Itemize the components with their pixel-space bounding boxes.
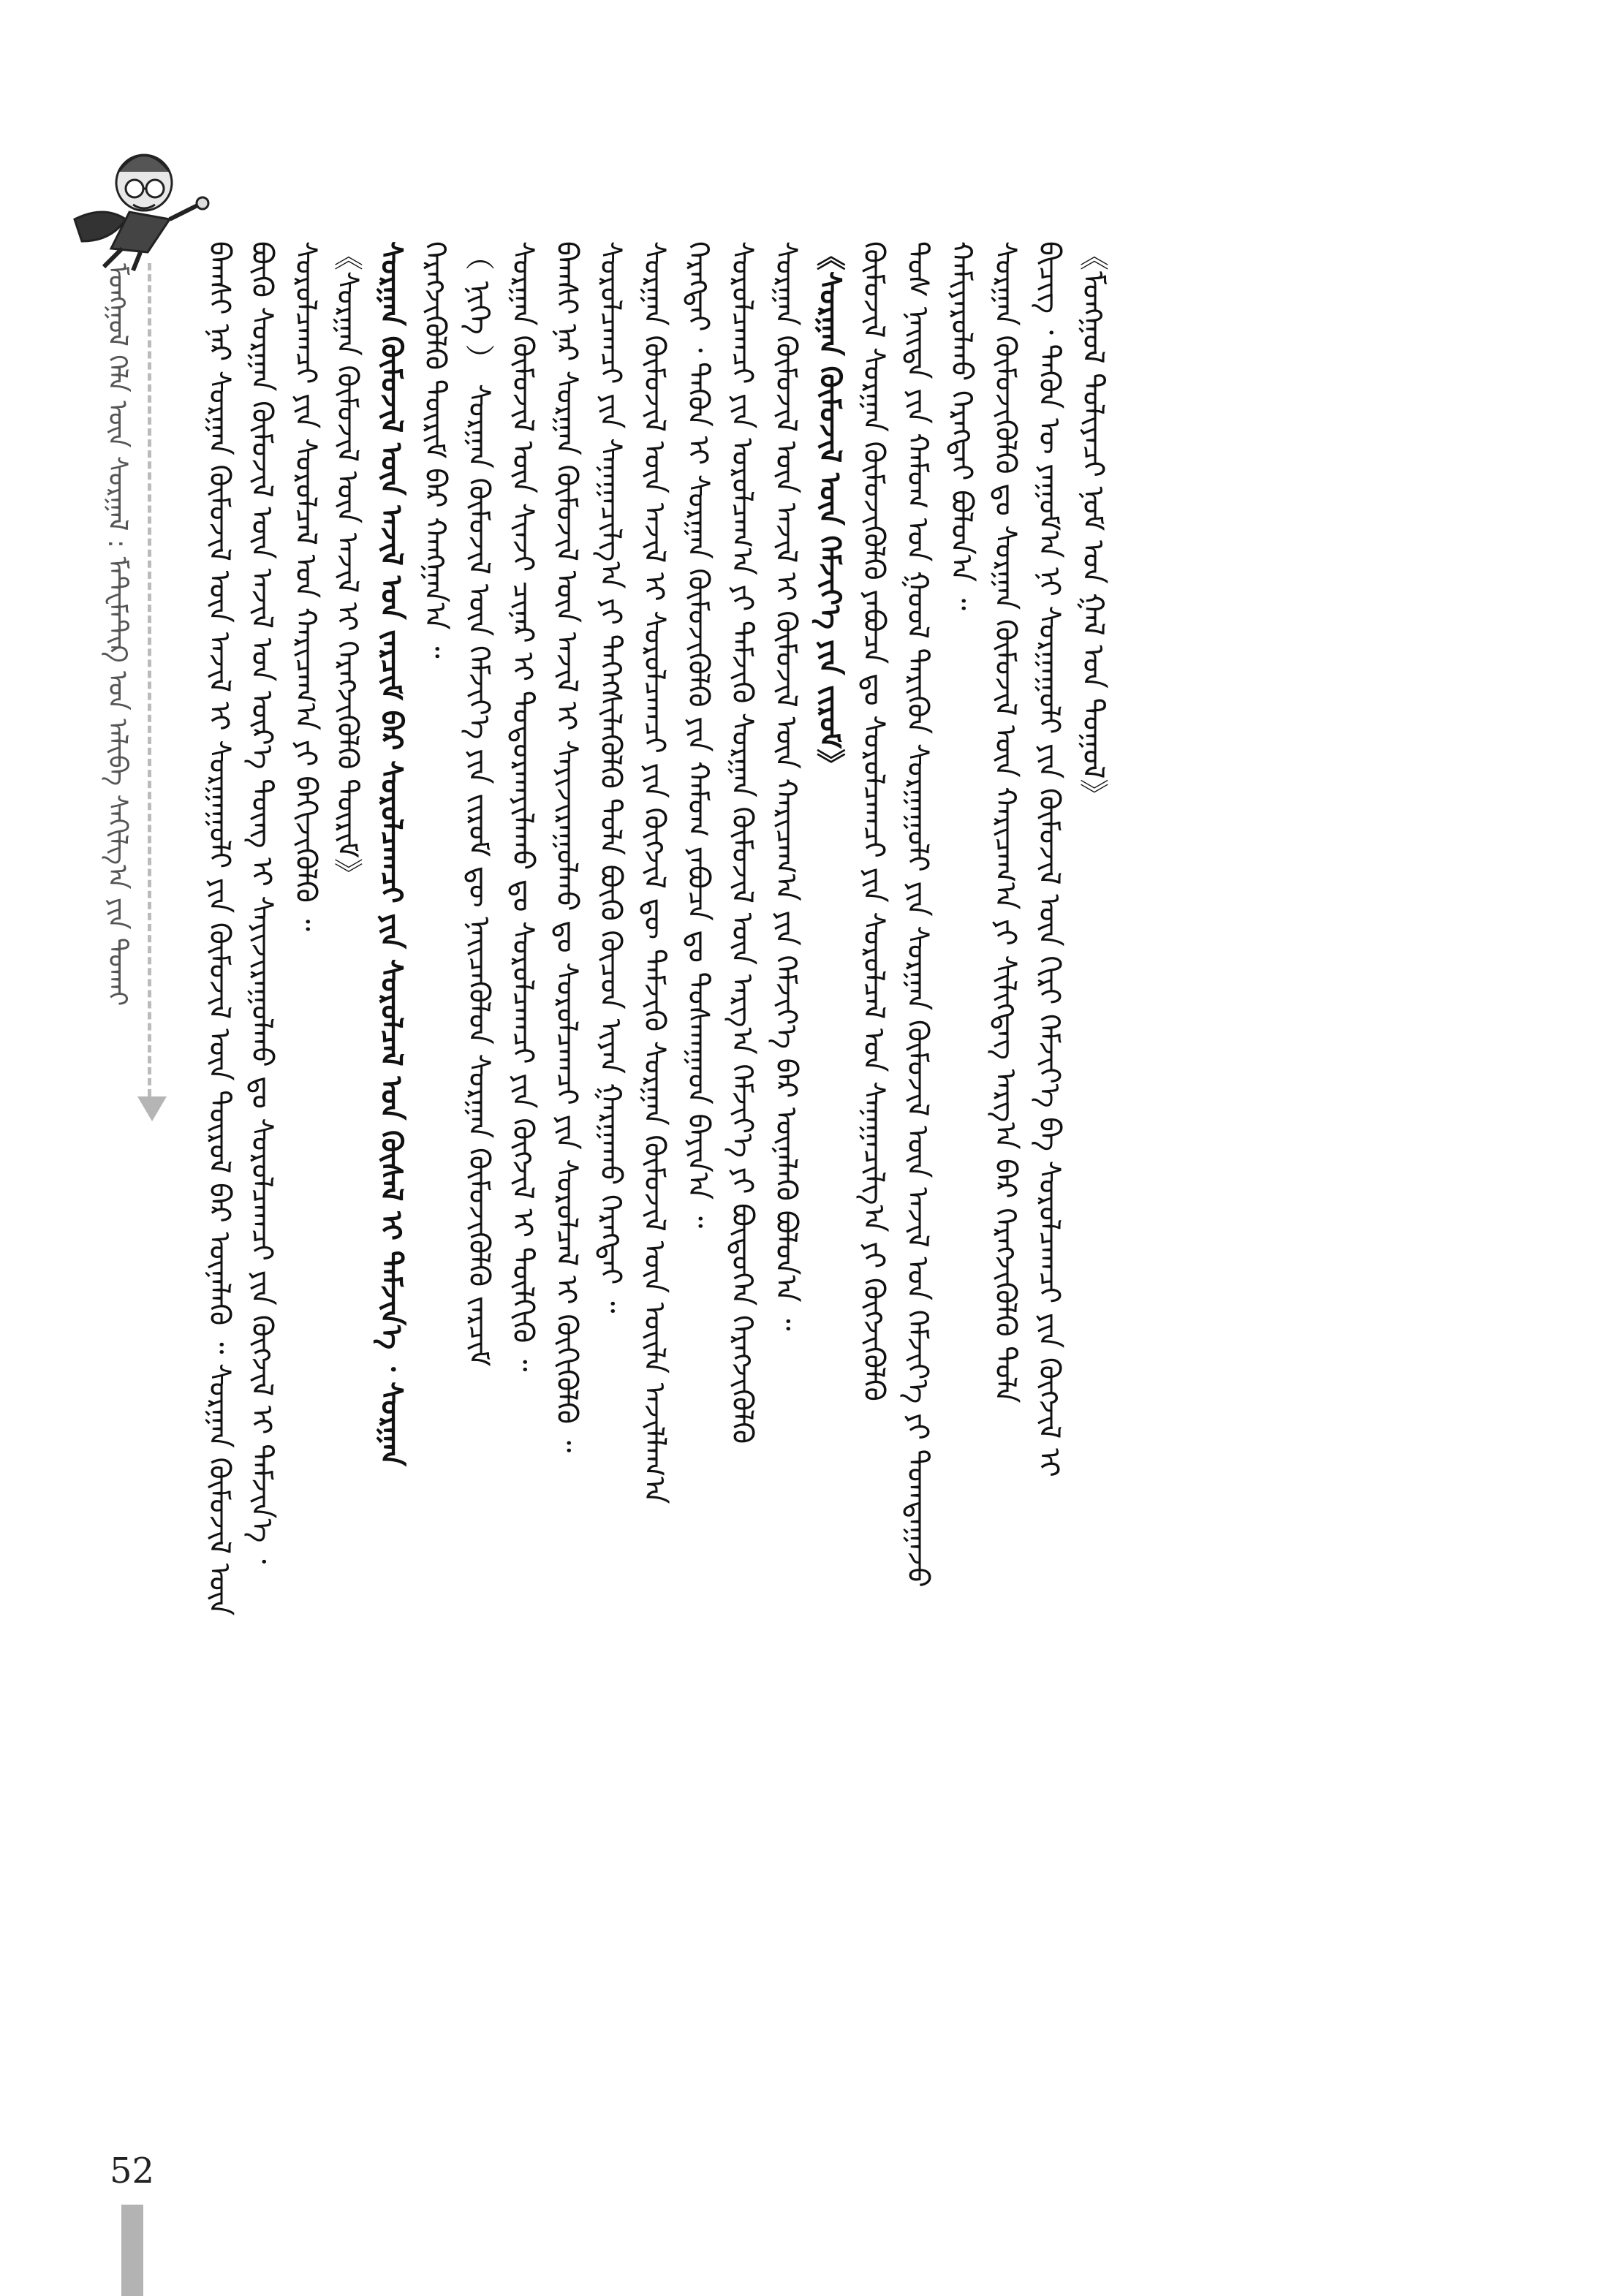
text-column: ᠰᠤᠷᠭᠠᠨ ᠬᠦᠮᠦᠵᠢᠯ ᠦᠨ ᠠᠵᠢᠯ ᠢ ᠬᠦᠮᠦᠵᠢᠯ ᠦᠨ ᠬᠠᠷᠢᠴᠠᠭ᠎ᠠ ᠶᠢᠨ ᠬᠡᠮᠵᠢᠶ᠎ᠡ ᠪᠠᠷ ᠦᠨᠡᠯᠡᠬᠦ ᠪᠤᠯᠤᠨ᠎ᠠ ᠃ — [769, 241, 803, 1331]
text-column: ᠰᠤᠷᠭᠠᠨ ᠬᠦᠮᠦᠵᠢᠯ ᠦᠨ ᠠᠵᠢᠯ ᠤᠨ ᠵᠠᠷᠴᠢᠮ ᠪᠡᠷ ᠰᠤᠷᠤᠯᠴᠠᠭᠴᠢ ᠶᠢᠨ ᠰᠤᠷᠤᠯᠴᠠᠯ ᠤᠨ ᠬᠦᠰᠡᠯ ᠢ ᠳᠡᠮᠵᠢᠨ᠎ᠡ ᠂ ᠰᠤᠷᠭᠠᠨ — [374, 241, 408, 1466]
text-column: ᠰᠤᠷᠤᠯᠴᠠᠭᠴᠢ ᠶᠢᠨ ᠰᠠᠨᠠᠭᠠᠴᠢᠯᠭ᠎ᠠ ᠶᠢ ᠳᠡᠭᠡᠭᠰᠢᠯᠡᠭᠦᠯᠬᠦ ᠲᠤᠯᠠ ᠪᠦᠬᠦ ᠬᠦᠴᠦᠨ ᠢᠶᠡᠨ ᠭᠠᠷᠭᠠᠬᠤ ᠬᠡᠷᠡᠭᠲᠡᠢ ᠃ — [594, 241, 627, 1314]
text-column: ᠲᠤᠰ ᠨᠡᠢᠲᠡ ᠶᠢᠨ ᠬᠠᠮᠤᠭ ᠤᠨ ᠭᠣᠣᠯ ᠲᠡᠷᠢᠭᠦᠨ ᠰᠤᠷᠭᠠᠭᠤᠯᠢ ᠶᠢᠨ ᠰᠤᠷᠭᠠᠨ ᠬᠦᠮᠦᠵᠢᠯ ᠦᠨ ᠠᠵᠢᠯ ᠤᠨ ᠬᠡᠮᠵᠢᠶ᠎ᠡ ᠶᠢ ᠲᠣᠭᠲᠠᠭᠠᠵᠤ — [901, 241, 934, 1588]
text-column: ᠰᠤᠷᠭᠠᠨ ᠬᠦᠮᠦᠵᠢᠯ ᠦᠨ ᠰᠢᠨᠵᠢ ᠴᠢᠨᠠᠷ ᠢ ᠲᠣᠳᠤᠷᠬᠠᠶᠢᠯᠠᠬᠤ ᠳᠤ ᠰᠤᠷᠤᠯᠴᠠᠭᠴᠢ ᠶᠢᠨ ᠬᠥᠭᠵᠢᠯ ᠢ ᠲᠦᠯᠬᠢᠬᠦ ᠃ — [506, 241, 540, 1372]
text-column: ᠰᠤᠷᠭᠠᠨ ᠬᠦᠮᠦᠵᠢᠯ ᠦᠨ ᠠᠵᠢᠯ ᠢ ᠰᠤᠷᠤᠯᠴᠠᠭᠴᠢ ᠶᠢᠨ ᠬᠥᠭᠵᠢᠯ ᠳᠦ ᠳᠡᠮᠵᠢᠬᠦ ᠰᠤᠷᠭᠠᠨ ᠬᠦᠮᠦᠵᠢᠯ ᠦᠨ ᠦᠢᠯᠡ ᠠᠵᠢᠯᠯᠠᠭ᠎ᠠ — [638, 241, 671, 1504]
text-column: 《ᠮᠣᠩᠭᠣᠯ ᠲᠤᠯᠢᠶᠠᠴᠢ ᠨᠣᠮ ᠤᠨ ᠭᠠᠯ ᠤᠨ ᠲᠤᠭᠤᠯ》 — [1076, 241, 1110, 809]
text-column: ᠬᠡᠷᠡᠭᠲᠡᠢ ᠂ ᠲᠡᠭᠦᠨ ᠢ ᠰᠤᠷᠭᠠᠨ ᠬᠦᠮᠦᠵᠢᠭᠦᠯᠬᠦ ᠶᠢᠨ ᠬᠠᠮᠤᠭ ᠶᠠᠪᠤᠴᠠ ᠳᠤ ᠲᠤᠰᠬᠠᠭᠠᠳ ᠪᠠᠶᠢᠨ᠎ᠠ ᠃ — [681, 241, 715, 1229]
header-arrow-icon — [137, 1096, 167, 1121]
text-column: ᠬᠠᠮᠢᠶᠠᠷᠤᠯᠬᠤ ᠬᠡᠷᠡᠭᠲᠡᠢ ᠪᠣᠯᠤᠨ᠎ᠠ ᠃ — [945, 241, 978, 611]
text-column: ᠰᠤᠷᠤᠯᠴᠠᠭᠴᠢ ᠶᠢᠨ ᠤᠷᠤᠯᠴᠠᠭ᠎ᠠ ᠶᠢ ᠳᠡᠮᠵᠢᠬᠦ ᠰᠤᠷᠭᠠᠨ ᠬᠦᠮᠦᠵᠢᠯ ᠦᠨ ᠠᠷᠭ᠎ᠠ ᠬᠡᠮᠵᠢᠶ᠎ᠡ ᠶᠢ ᠪᠦᠲᠦᠭᠡᠨ ᠬᠡᠷᠡᠭᠵᠢᠭᠦᠯᠬᠦ — [725, 241, 759, 1444]
text-column: ᠬᠡᠷᠡᠭᠵᠢᠭᠦᠯᠬᠦ ᠳᠦᠷᠢᠮ ᠪᠠᠷ ᠬᠠᠩᠭᠠᠨ᠎ᠠ ᠃ — [418, 241, 452, 659]
header-dashed-rule — [148, 263, 151, 1096]
page-number: 52 — [110, 2151, 155, 2191]
text-column: （ ᠨᠢᠭᠡ ） ᠰᠤᠷᠭᠠᠨ ᠬᠦᠮᠦᠵᠢᠯ ᠦᠨ ᠬᠡᠮᠵᠢᠶ᠎ᠡ ᠶᠢᠨ ᠵᠢᠷᠤᠮ ᠳᠦ ᠨᠡᠢᠴᠡᠭᠦᠯᠦᠨ ᠰᠤᠷᠭᠠᠨ ᠬᠦᠮᠦᠵᠢᠭᠦᠯᠬᠦ ᠵᠠᠷᠴᠢᠮ — [462, 241, 496, 1367]
page-edge-tab — [121, 2205, 143, 2296]
running-header: ᠮᠣᠩᠭᠣᠯ ᠬᠡᠯᠡ ᠦᠨ ᠰᠤᠷᠭᠠᠯ : ᠮᠠᠲ᠋ᠧᠮᠠᠲ᠋ᠢᠺ ᠤᠨ ᠠᠯᠢᠪᠠ ᠰᠠᠬᠢᠯᠭ᠎ᠠ ᠶᠢᠨ ᠲᠤᠬᠠᠢ — [102, 263, 132, 1007]
text-column: ᠰᠤᠷᠭᠠᠨ ᠬᠦᠮᠦᠵᠢᠭᠦᠯᠬᠦ ᠳᠤ ᠰᠤᠷᠭᠠᠨ ᠬᠦᠮᠦᠵᠢᠯ ᠦᠨ ᠬᠠᠷᠢᠴᠠᠭ᠎ᠠ ᠶᠢ ᠰᠢᠯᠢᠭᠳᠡᠭ ᠠᠷᠭ᠎ᠠ ᠪᠠᠷ ᠬᠡᠷᠡᠭᠵᠢᠭᠦᠯᠬᠦ ᠲᠤᠯᠠ — [988, 241, 1022, 1403]
text-column: 《ᠰᠤᠷᠭᠠᠨ ᠬᠦᠮᠦᠵᠢᠯ ᠦᠨ ᠠᠵᠢᠯ ᠢ ᠬᠡᠷᠡᠭᠵᠢᠭᠦᠯᠬᠦ ᠳᠦᠷᠢᠮ》 — [330, 241, 364, 888]
text-column: ᠪᠦᠬᠦ ᠰᠤᠷᠭᠠᠨ ᠬᠦᠮᠦᠵᠢᠯ ᠦᠨ ᠠᠵᠢᠯ ᠤᠨ ᠦᠷ᠎ᠡ ᠳᠦᠩ ᠢ ᠰᠠᠶᠢᠵᠢᠷᠠᠭᠤᠯᠬᠤ ᠳᠤ ᠰᠤᠷᠤᠯᠴᠠᠭᠴᠢ ᠶᠢᠨ ᠬᠥᠭᠵᠢᠯ ᠢ ᠳᠡᠮᠵᠢᠨ᠎ᠡ ᠂ — [245, 241, 279, 1564]
text-column: ᠰᠤᠷᠤᠯᠴᠠᠭᠴᠢ ᠶᠢᠨ ᠰᠤᠷᠤᠯᠴᠠᠯ ᠤᠨ ᠬᠠᠷᠢᠴᠠᠭ᠎ᠠ ᠶᠢ ᠪᠡᠬᠢᠵᠢᠭᠦᠯᠬᠦ ᠃ — [289, 241, 322, 932]
text-column: ᠪᠠᠭᠰᠢ ᠨᠠᠷ ᠰᠤᠷᠭᠠᠨ ᠬᠦᠮᠦᠵᠢᠯ ᠦᠨ ᠠᠵᠢᠯ ᠢ ᠰᠠᠶᠢᠵᠢᠷᠠᠭᠤᠯᠬᠤ ᠳᠤ ᠰᠤᠷᠤᠯᠴᠠᠭᠴᠢ ᠶᠢᠨ ᠰᠤᠷᠤᠯᠴᠠᠯ ᠢ ᠬᠥᠬᠢᠭᠦᠯᠬᠦ ᠃ — [550, 241, 583, 1453]
text-column: ᠪᠢᠴᠢᠭ᠌ ᠂ ᠲᠡᠭᠦᠨ ᠦ ᠶᠠᠭᠤᠮ᠎ᠠ ᠨᠢ ᠰᠤᠷᠭᠠᠭᠤᠯᠢ ᠶᠢᠨ ᠬᠦᠮᠦᠵᠢᠯ ᠦᠨ ᠬᠢᠷᠢ ᠬᠡᠮᠵᠢᠶ᠎ᠡ ᠪᠠ ᠰᠤᠷᠤᠯᠴᠠᠭᠴᠢ ᠶᠢᠨ ᠬᠦᠭᠵᠢᠯ ᠢ — [1032, 241, 1066, 1477]
text-column: ᠪᠠᠭᠰᠢ ᠨᠠᠷ ᠰᠤᠷᠭᠠᠨ ᠬᠦᠮᠦᠵᠢᠯ ᠦᠨ ᠠᠵᠢᠯ ᠢ ᠰᠤᠷᠭᠠᠭᠤᠯᠢ ᠶᠢᠨ ᠬᠦᠮᠦᠵᠢᠯ ᠦᠨ ᠲᠥᠷᠦᠯ ᠪᠠᠷ ᠦᠨᠡᠯᠡᠬᠦ ᠃ ᠰᠤᠷᠭᠠᠨ ᠬᠦᠮᠦᠵᠢᠯ ᠦᠨ — [203, 241, 236, 1616]
text-column: 《ᠰᠤᠷᠭᠠᠨ ᠬᠦᠮᠦᠵᠢᠯ ᠦᠨ ᠬᠡᠮᠵᠢᠶ᠎ᠡ ᠶᠢᠨ ᠵᠢᠷᠤᠮ》 — [813, 241, 847, 779]
text-column: ᠬᠦᠮᠦᠵᠢᠯ ᠰᠤᠷᠭᠠᠨ ᠬᠦᠮᠦᠵᠢᠭᠦᠯᠬᠦ ᠶᠠᠪᠤᠴᠠ ᠳᠤ ᠰᠤᠷᠤᠯᠴᠠᠭᠴᠢ ᠶᠢᠨ ᠰᠤᠷᠤᠯᠴᠠᠯ ᠤᠨ ᠰᠠᠨᠠᠭᠠᠴᠢᠯᠭ᠎ᠠ ᠶᠢ ᠬᠥᠭᠵᠢᠭᠦᠯᠬᠦ — [857, 241, 890, 1401]
